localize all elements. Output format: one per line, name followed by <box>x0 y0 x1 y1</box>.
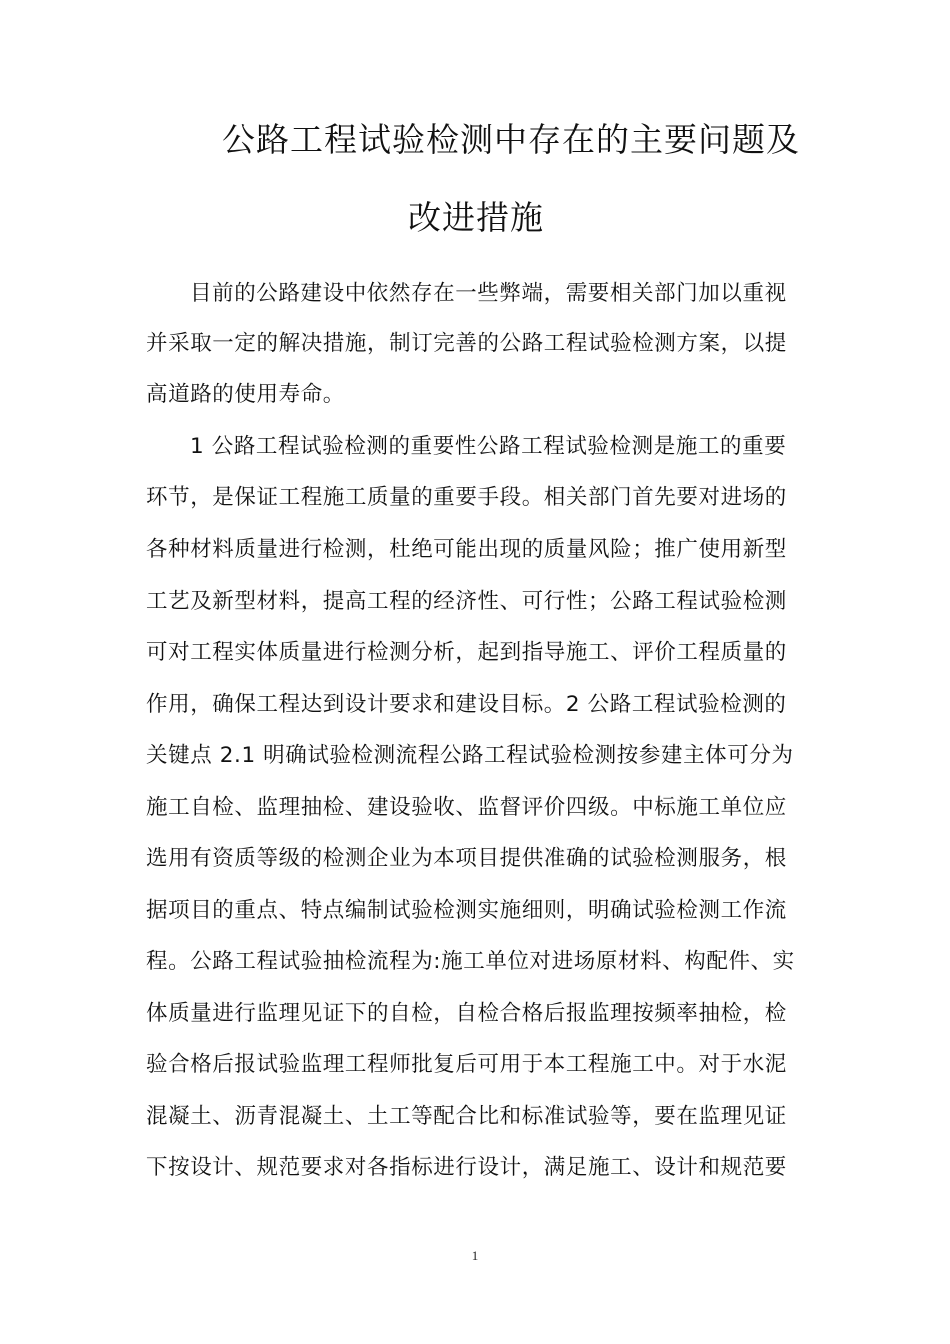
body-line: 目前的公路建设中依然存在一些弊端，需要相关部门加以重视 <box>190 281 787 306</box>
body-line: 体质量进行监理见证下的自检，自检合格后报监理按频率抽检，检 <box>146 1001 787 1026</box>
body-line: 验合格后报试验监理工程师批复后可用于本工程施工中。对于水泥 <box>146 1052 787 1077</box>
body-line: 施工自检、监理抽检、建设验收、监督评价四级。中标施工单位应 <box>146 795 787 820</box>
body-line: 作用，确保工程达到设计要求和建设目标。2 公路工程试验检测的 <box>146 692 787 717</box>
body-line: 混凝土、沥青混凝土、土工等配合比和标准试验等，要在监理见证 <box>146 1104 787 1129</box>
body-line: 关键点 2.1 明确试验检测流程公路工程试验检测按参建主体可分为 <box>146 743 794 768</box>
body-line: 据项目的重点、特点编制试验检测实施细则，明确试验检测工作流 <box>146 898 787 923</box>
body-line: 环节，是保证工程施工质量的重要手段。相关部门首先要对进场的 <box>146 485 787 510</box>
body-line: 选用有资质等级的检测企业为本项目提供准确的试验检测服务，根 <box>146 846 787 871</box>
document-title-line-2: 改进措施 <box>408 198 544 237</box>
body-line: 程。公路工程试验抽检流程为:施工单位对进场原材料、构配件、实 <box>146 949 795 974</box>
page-number: 1 <box>471 1248 479 1263</box>
body-line: 可对工程实体质量进行检测分析，起到指导施工、评价工程质量的 <box>146 640 787 665</box>
body-line: 并采取一定的解决措施，制订完善的公路工程试验检测方案，以提 <box>146 331 787 356</box>
body-line: 工艺及新型材料，提高工程的经济性、可行性；公路工程试验检测 <box>146 589 787 614</box>
document-title-line-1: 公路工程试验检测中存在的主要问题及 <box>222 120 800 159</box>
body-line: 1 公路工程试验检测的重要性公路工程试验检测是施工的重要 <box>190 434 787 459</box>
body-line: 下按设计、规范要求对各指标进行设计，满足施工、设计和规范要 <box>146 1155 787 1180</box>
body-line: 各种材料质量进行检测，杜绝可能出现的质量风险；推广使用新型 <box>146 537 787 562</box>
body-line: 高道路的使用寿命。 <box>146 382 345 407</box>
